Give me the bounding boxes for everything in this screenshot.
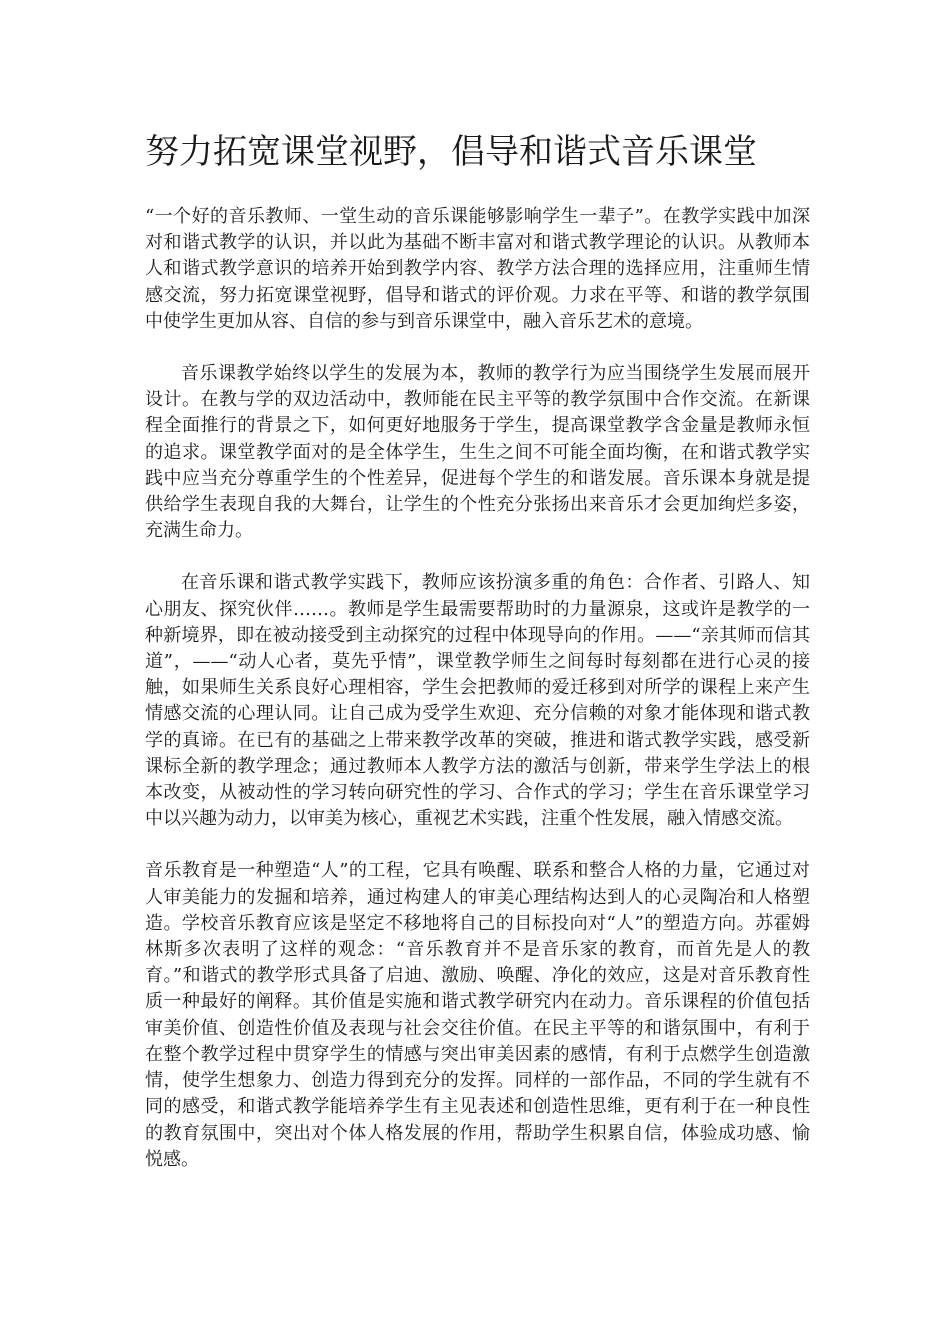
document-page [145,128,810,1199]
document-title: 努力拓宽课堂视野，倡导和谐式音乐课堂 [145,132,757,172]
paragraph-3: 在音乐课和谐式教学实践下，教师应该扮演多重的角色：合作者、引路人、知心朋友、探究伙伴……。教师是学生最需要帮助时的力量源泉，这或许是教学的一种新境界，即在被动接受到主动探究的过程中体现导向的作用。——“亲其师而信其道”，——“动人心者，莫先乎情”，课堂教学师生之间每时每刻都在进行心灵的接触，如果师生关系良好心理相容，学生会把教师的爱迁移到对所学的课程上来产生情感交流的心理认同。让自己成为受学生欢迎、充分信赖的对象才能体现和谐式教学的真谛。在已有的基础之上带来教学改革的突破，推进和谐式教学实践，感受新课标全新的教学理念；通过教师本人教学方法的激活与创新，带来学生学法上的根本改变，从被动性的学习转向研究性的学习、合作式的学习；学生在音乐课堂学习中以兴趣为动力，以审美为核心，重视艺术实践，注重个性发展，融入情感交流。 [145,572,810,830]
paragraph-4: 音乐教育是一种塑造“人”的工程，它具有唤醒、联系和整合人格的力量，它通过对人审美能力的发掘和培养，通过构建人的审美心理结构达到人的心灵陶冶和人格塑造。学校音乐教育应该是坚定不移地将自己的目标投向对“人”的塑造方向。苏霍姆林斯多次表明了这样的观念：“音乐教育并不是音乐家的教育，而首先是人的教育。”和谐式的教学形式具备了启迪、激励、唤醒、净化的效应，这是对音乐教育性质一种最好的阐释。其价值是实施和谐式教学研究内在动力。音乐课程的价值包括审美价值、创造性价值及表现与社会交往价值。在民主平等的和谐氛围中，有利于在整个教学过程中贯穿学生的情感与突出审美因素的感情，有利于点燃学生创造激情，使学生想象力、创造力得到充分的发挥。同样的一部作品，不同的学生就有不同的感受，和谐式教学能培养学生有主见表述和创造性思维，更有利于在一种良性的教育氛围中，突出对个体人格发展的作用，帮助学生积累自信，体验成功感、愉悦感。 [145,860,810,1170]
paragraph-2: 音乐课教学始终以学生的发展为本，教师的教学行为应当围绕学生发展而展开设计。在教与学的双边活动中，教师能在民主平等的教学氛围中合作交流。在新课程全面推行的背景之下，如何更好地服务于学生，提高课堂教学含金量是教师永恒的追求。课堂教学面对的是全体学生，生生之间不可能全面均衡，在和谐式教学实践中应当充分尊重学生的个性差异，促进每个学生的和谐发展。音乐课本身就是提供给学生表现自我的大舞台，让学生的个性充分张扬出来音乐才会更加绚烂多姿，充满生命力。 [145,363,810,542]
paragraph-1: “一个好的音乐教师、一堂生动的音乐课能够影响学生一辈子”。在教学实践中加深对和谐式教学的认识，并以此为基础不断丰富对和谐式教学理论的认识。从教师本人和谐式教学意识的培养开始到教学内容、教学方法合理的选择应用，注重师生情感交流，努力拓宽课堂视野，倡导和谐式的评价观。力求在平等、和谐的教学氛围中使学生更加从容、自信的参与到音乐课堂中，融入音乐艺术的意境。 [145,206,810,332]
